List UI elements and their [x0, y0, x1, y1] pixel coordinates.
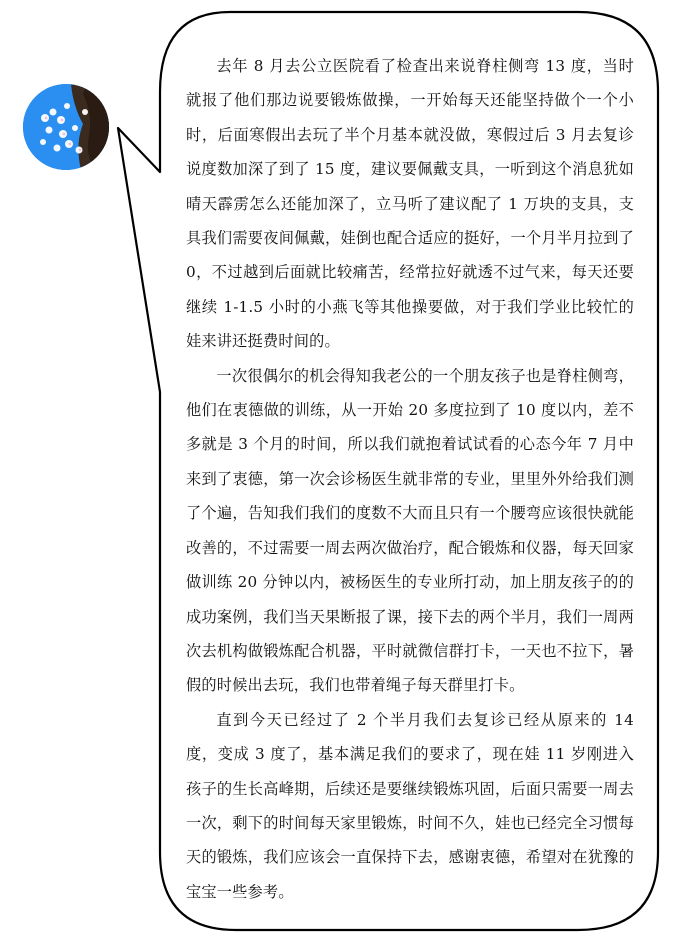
paragraph: 直到今天已经过了 2 个半月我们去复诊已经从原来的 14 度，变成 3 度了，基本满足我们的要求了，现在娃 11 岁刚进入孩子的生长高峰期，后续还是要继续锻炼巩固，后面只需要一周去一次，剩下的时间每天家里锻炼，时间不久，娃也已经完全习惯每天的锻炼，我们应该会一直保持下去，感谢衷德，希望对在犹豫的宝宝一些参考。 [186, 710, 634, 901]
avatar [23, 84, 109, 170]
paragraph: 一次很偶尔的机会得知我老公的一个朋友孩子也是脊柱侧弯，他们在衷德做的训练，从一开始 20 多度拉到了 10 度以内，差不多就是 3 个月的时间，所以我们就抱着试试看的心态今年 7 月中来到了衷德，第一次会诊杨医生就非常的专业，里里外外给我们测了个遍，告知我们我们的度数不大而且只有一个腰弯应该很快就能改善的，不过需要一周去两次做治疗，配合锻炼和仪器，每天回家做训练 20 分钟以内，被杨医生的专业所打动，加上朋友孩子的的成功案例，我们当天果断报了课，接下去的两个半月，我们一周两次去机构做锻炼配合机器，平时就微信群打卡，一天也不拉下，暑假的时候出去玩，我们也带着绳子每天群里打卡。 [186, 366, 634, 695]
avatar-photo-icon [23, 84, 109, 170]
paragraph: 去年 8 月去公立医院看了检查出来说脊柱侧弯 13 度，当时就报了他们那边说要锻炼做操，一开始每天还能坚持做个一个小时，后面寒假出去玩了半个月基本就没做，寒假过后 3 月去复诊说度数加深了到了 15 度，建议要佩戴支具，一听到这个消息犹如晴天霹雳怎么还能加深了，立马听了建议配了 1 万块的支具，支具我们需要夜间佩戴，娃倒也配合适应的挺好，一个月半月拉到了 0，不过越到后面就比较痛苦，经常拉好就透不过气来，每天还要继续 1-1.5 小时的小燕飞等其他操要做，对于我们学业比较忙的娃来讲还挺费时间的。 [186, 57, 634, 351]
bubble-text [186, 49, 634, 909]
